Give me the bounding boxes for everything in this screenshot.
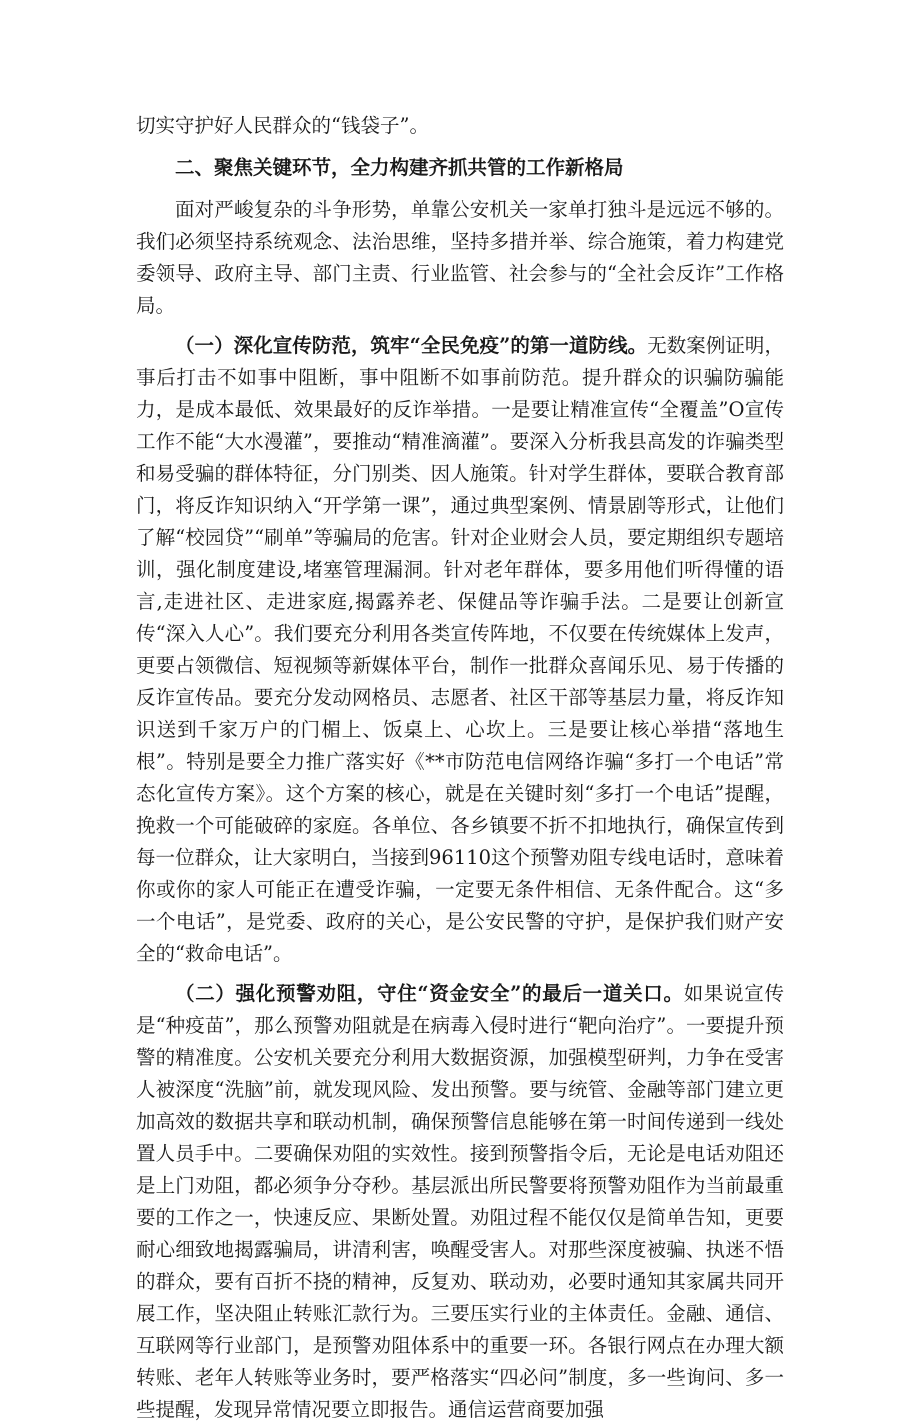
subsection-1-body: 无数案例证明，事后打击不如事中阻断，事中阻断不如事前防范。提升群众的识骗防骗能力，是成本最低、效果最好的反诈举措。一是要让精准宣传“全覆盖”O宣传工作不能“大水漫灌”，要推动“精准滴灌”。要深入分析我县高发的诈骗类型和易受骗的群体特征，分门别类、因人施策。针对学生群体，要联合教育部门，将反诈知识纳入“开学第一课”，通过典型案例、情景剧等形式，让他们了解“校园贷”“刷单”等骗局的危害。针对企业财会人员，要定期组织专题培训，强化制度建设,堵塞管理漏洞。针对老年群体，要多用他们听得懂的语言,走进社区、走进家庭,揭露养老、保健品等诈骗手法。二是要让创新宣传“深入人心”。我们要充分利用各类宣传阵地，不仅要在传统媒体上发声，更要占领微信、短视频等新媒体平台，制作一批群众喜闻乐见、易于传播的反诈宣传品。要充分发动网格员、志愿者、社区干部等基层力量，将反诈知识送到千家万户的门楣上、饭桌上、心坎上。三是要让核心举措“落地生根”。特别是要全力推广落实好《**市防范电信网络诈骗“多打一个电话”常态化宣传方案》。这个方案的核心，就是在关键时刻“多打一个电话”提醒，挽救一个可能破碎的家庭。各单位、各乡镇要不折不扣地执行，确保宣传到每一位群众，让大家明白，当接到96110这个预警劝阻专线电话时，意味着你或你的家人可能正在遭受诈骗，一定要无条件相信、无条件配合。这“多一个电话”，是党委、政府的关心，是公安民警的守护，是保护我们财产安全的“救命电话”。 — [136, 334, 784, 965]
subsection-2-lead: （二）强化预警劝阻，守住“资金安全”的最后一道关口。 — [175, 982, 684, 1005]
subsection-2-paragraph — [136, 978, 784, 1426]
continuation-paragraph: 切实守护好人民群众的“钱袋子”。 — [136, 114, 429, 137]
section-intro-paragraph: 面对严峻复杂的斗争形势，单靠公安机关一家单打独斗是远远不够的。我们必须坚持系统观念、法治思维，坚持多措并举、综合施策，着力构建党委领导、政府主导、部门主责、行业监管、社会参与的“全社会反诈”工作格局。 — [136, 198, 784, 317]
section-heading: 二、聚焦关键环节，全力构建齐抓共管的工作新格局 — [175, 156, 624, 179]
subsection-1-lead: （一）深化宣传防范，筑牢“全民免疫”的第一道防线。 — [175, 334, 648, 357]
subsection-1-paragraph — [136, 330, 784, 970]
document-page — [136, 110, 784, 1426]
subsection-2-body: 如果说宣传是“种疫苗”，那么预警劝阻就是在病毒入侵时进行“靶向治疗”。一要提升预警的精准度。公安机关要充分利用大数据资源，加强模型研判，力争在受害人被深度“洗脑”前，就发现风险、发出预警。要与统管、金融等部门建立更加高效的数据共享和联动机制，确保预警信息能够在第一时间传递到一线处置人员手中。二要确保劝阻的实效性。接到预警指令后，无论是电话劝阻还是上门劝阻，都必须争分夺秒。基层派出所民警要将预警劝阻作为当前最重要的工作之一，快速反应、果断处置。劝阻过程不能仅仅是简单告知，更要耐心细致地揭露骗局，讲清利害，唤醒受害人。对那些深度被骗、执迷不悟的群众，要有百折不挠的精神，反复劝、联动劝，必要时通知其家属共同开展工作，坚决阻止转账汇款行为。三要压实行业的主体责任。金融、通信、互联网等行业部门，是预警劝阻体系中的重要一环。各银行网点在办理大额转账、老年人转账等业务时，要严格落实“四必问”制度，多一些询问、多一些提醒，发现异常情况要立即报告。通信运营商要加强 — [136, 982, 784, 1421]
